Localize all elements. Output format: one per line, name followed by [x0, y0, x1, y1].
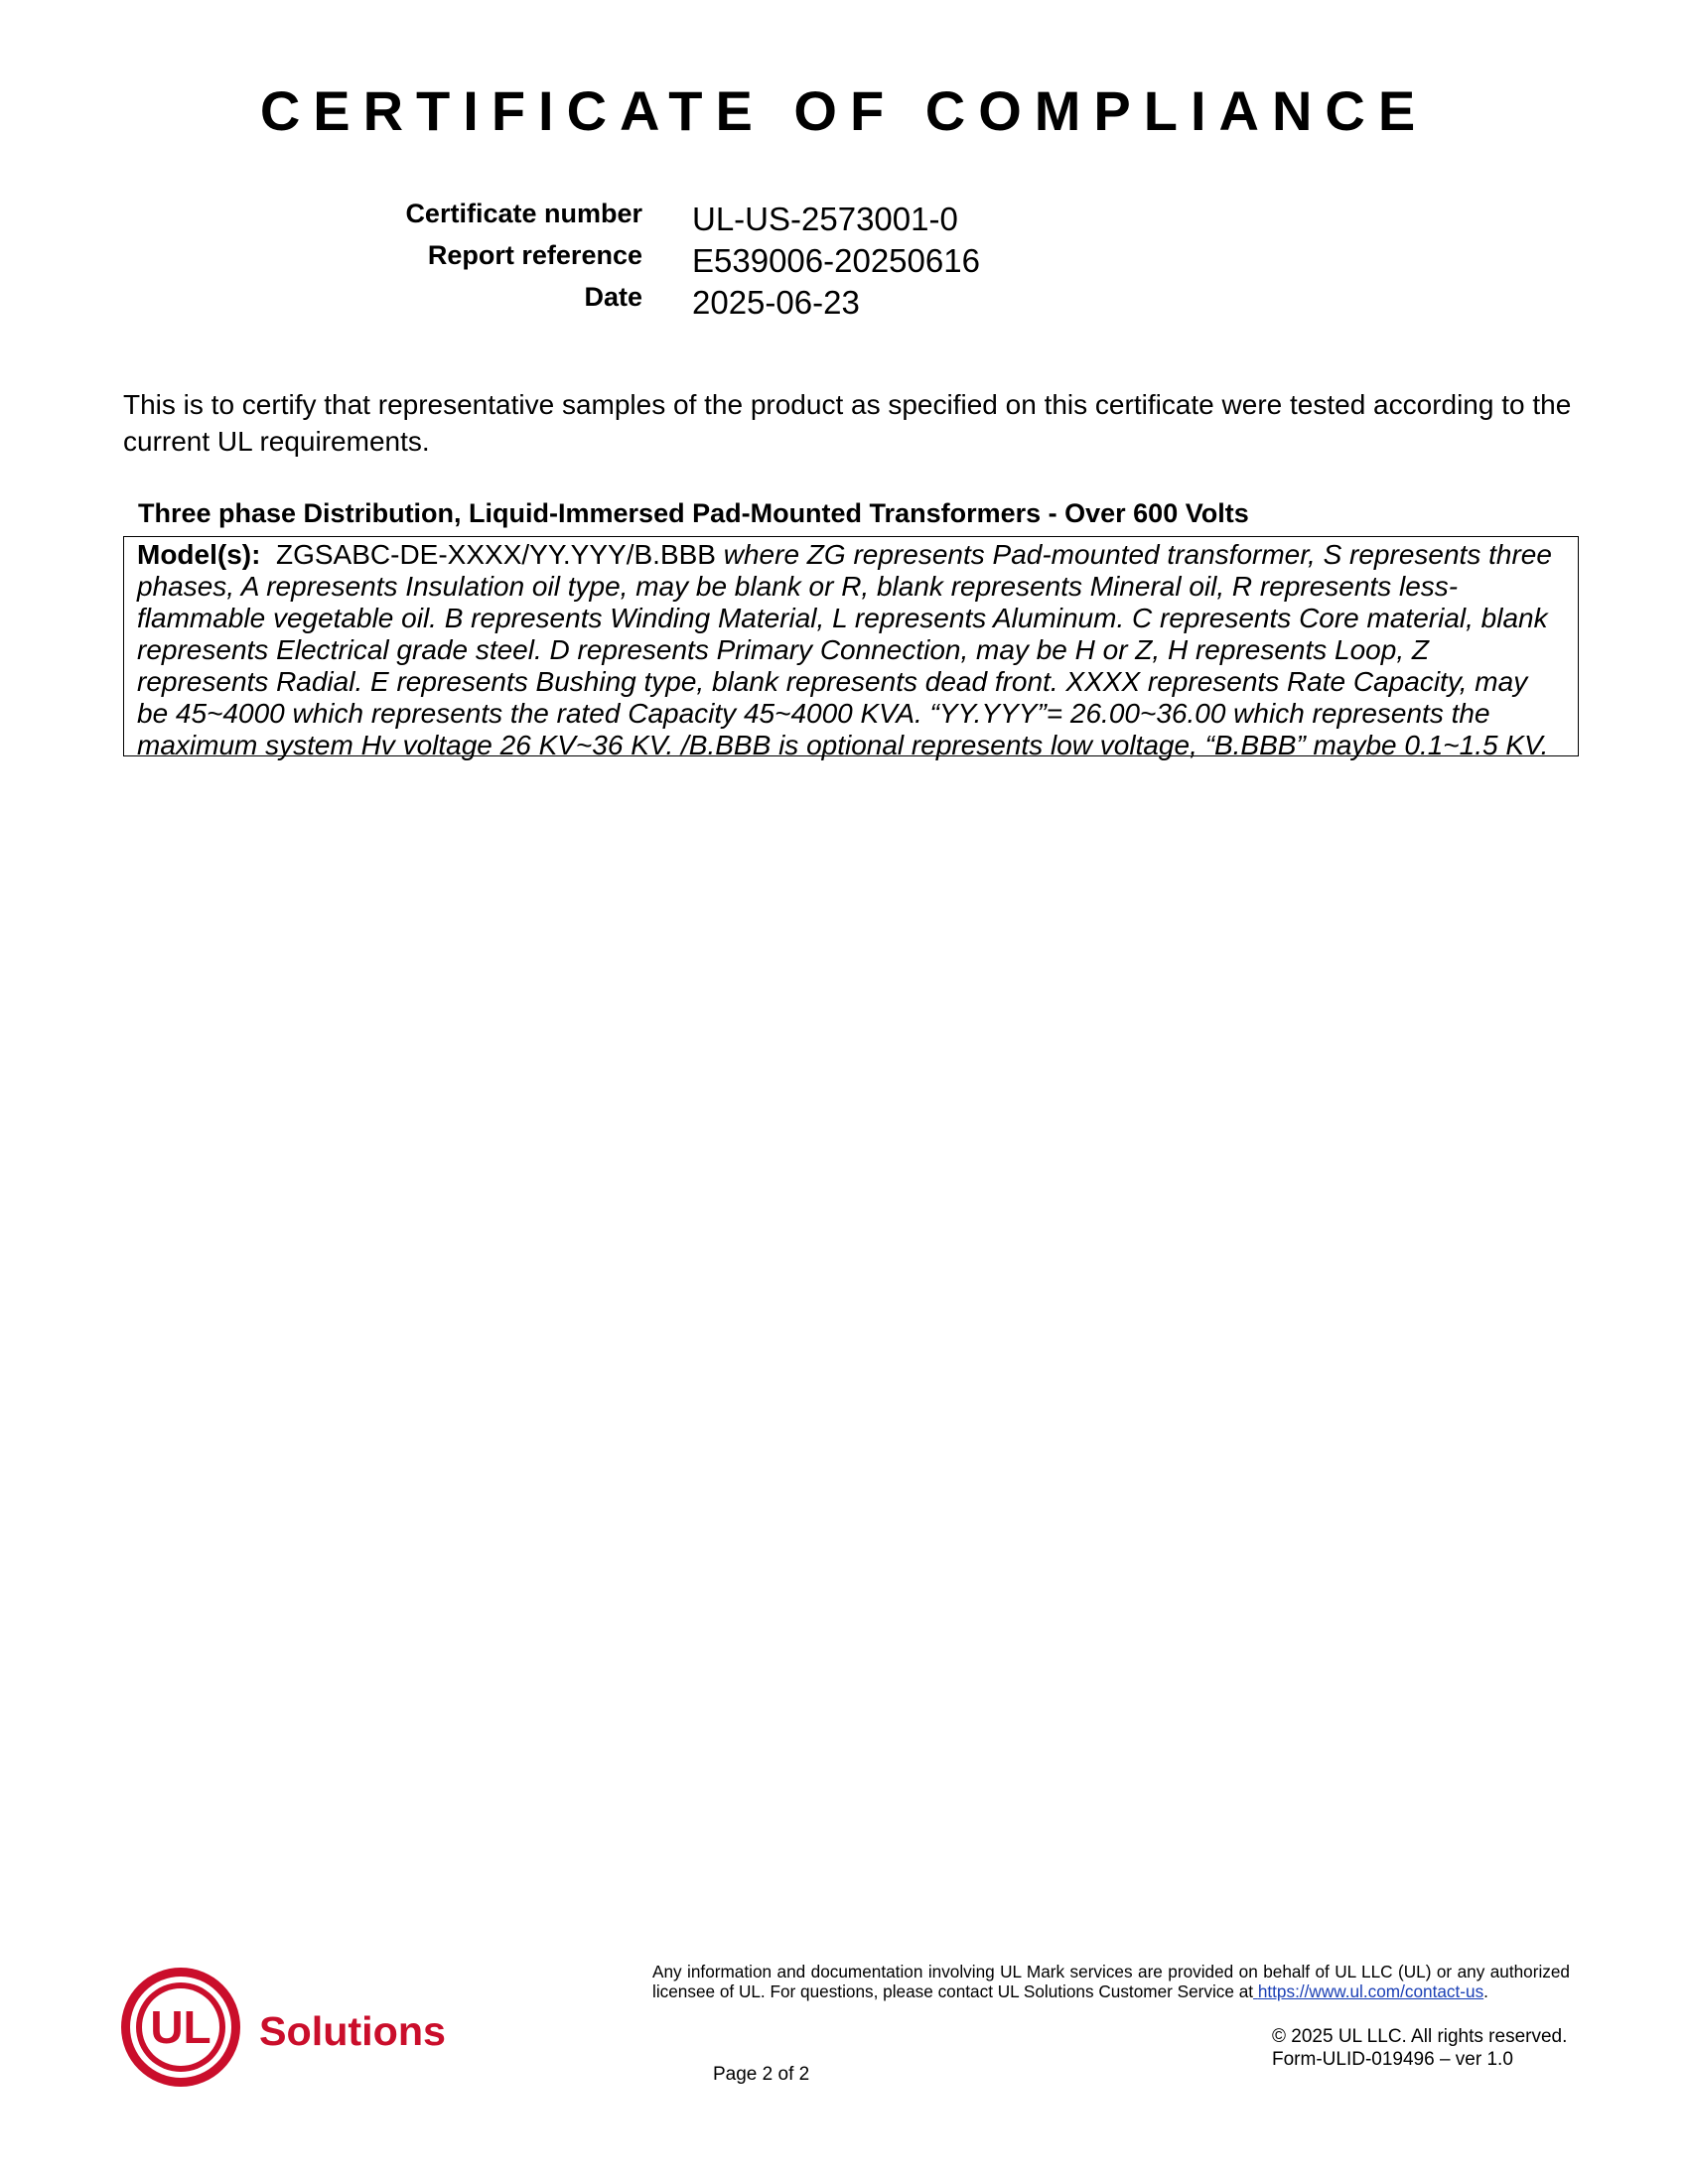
copyright-text: © 2025 UL LLC. All rights reserved. — [1272, 2026, 1568, 2047]
product-category-heading: Three phase Distribution, Liquid-Immersed Pad-Mounted Transformers - Over 600 Volts — [138, 498, 1249, 528]
report-reference-row — [0, 238, 1688, 280]
date-row — [0, 280, 1688, 322]
page-number: Page 2 of 2 — [713, 2064, 810, 2085]
models-paragraph — [137, 537, 1564, 761]
certificate-meta — [0, 197, 1688, 322]
form-id-text: Form-ULID-019496 – ver 1.0 — [1272, 2049, 1513, 2070]
footer-notice — [652, 1962, 1570, 2001]
ul-solutions-logo-icon — [117, 1964, 455, 2093]
certificate-number-value: UL-US-2573001-0 — [692, 201, 958, 237]
certificate-number-row — [0, 197, 1688, 238]
footer-notice-end: . — [1483, 1981, 1488, 2001]
ul-solutions-logo — [117, 1964, 455, 2093]
certify-statement: This is to certify that representative samples of the product as specified on this certificate were tested according to the current UL requirements. — [123, 389, 1572, 457]
date-label: Date — [584, 282, 642, 312]
date-value: 2025-06-23 — [692, 284, 860, 321]
models-box — [123, 536, 1579, 760]
report-reference-value: E539006-20250616 — [692, 242, 980, 279]
ul-mark-text: UL — [150, 2001, 211, 2053]
certificate-number-label: Certificate number — [405, 199, 642, 228]
contact-us-link[interactable]: https://www.ul.com/contact-us — [1257, 1981, 1484, 2001]
ul-brand-text: Solutions — [259, 2008, 446, 2054]
model-description: where ZG represents Pad-mounted transformer, S represents three phases, A represents Insulation oil type, may be blank or R, blank represents Mineral oil, R represents less-flammable vegetable oil. B represents Winding Material, L represents Aluminum. C represents Core material, blank represents Electrical grade steel. D represents Primary Connection, may be H or Z, H represents Loop, Z represents Radial. E represents Bushing type, blank represents dead front. XXXX represents Rate Capacity, may be 45~4000 which represents the rated Capacity 45~4000 KVA. “YY.YYY”= 26.00~36.00 which represents the maximum system Hv voltage 26 KV~36 KV. /B.BBB is optional represents low voltage, “B.BBB” maybe 0.1~1.5 KV. — [137, 539, 1552, 760]
footer-notice-text: Any information and documentation involving UL Mark services are provided on behalf of UL LLC (UL) or any authorized licensee of UL. For questions, please contact UL Solutions Customer Service at — [652, 1962, 1570, 2001]
report-reference-label: Report reference — [427, 240, 642, 270]
model-code: ZGSABC-DE-XXXX/YY.YYY/B.BBB — [276, 539, 716, 570]
certificate-title: CERTIFICATE OF COMPLIANCE — [259, 79, 1429, 142]
models-label: Model(s): — [137, 539, 261, 570]
